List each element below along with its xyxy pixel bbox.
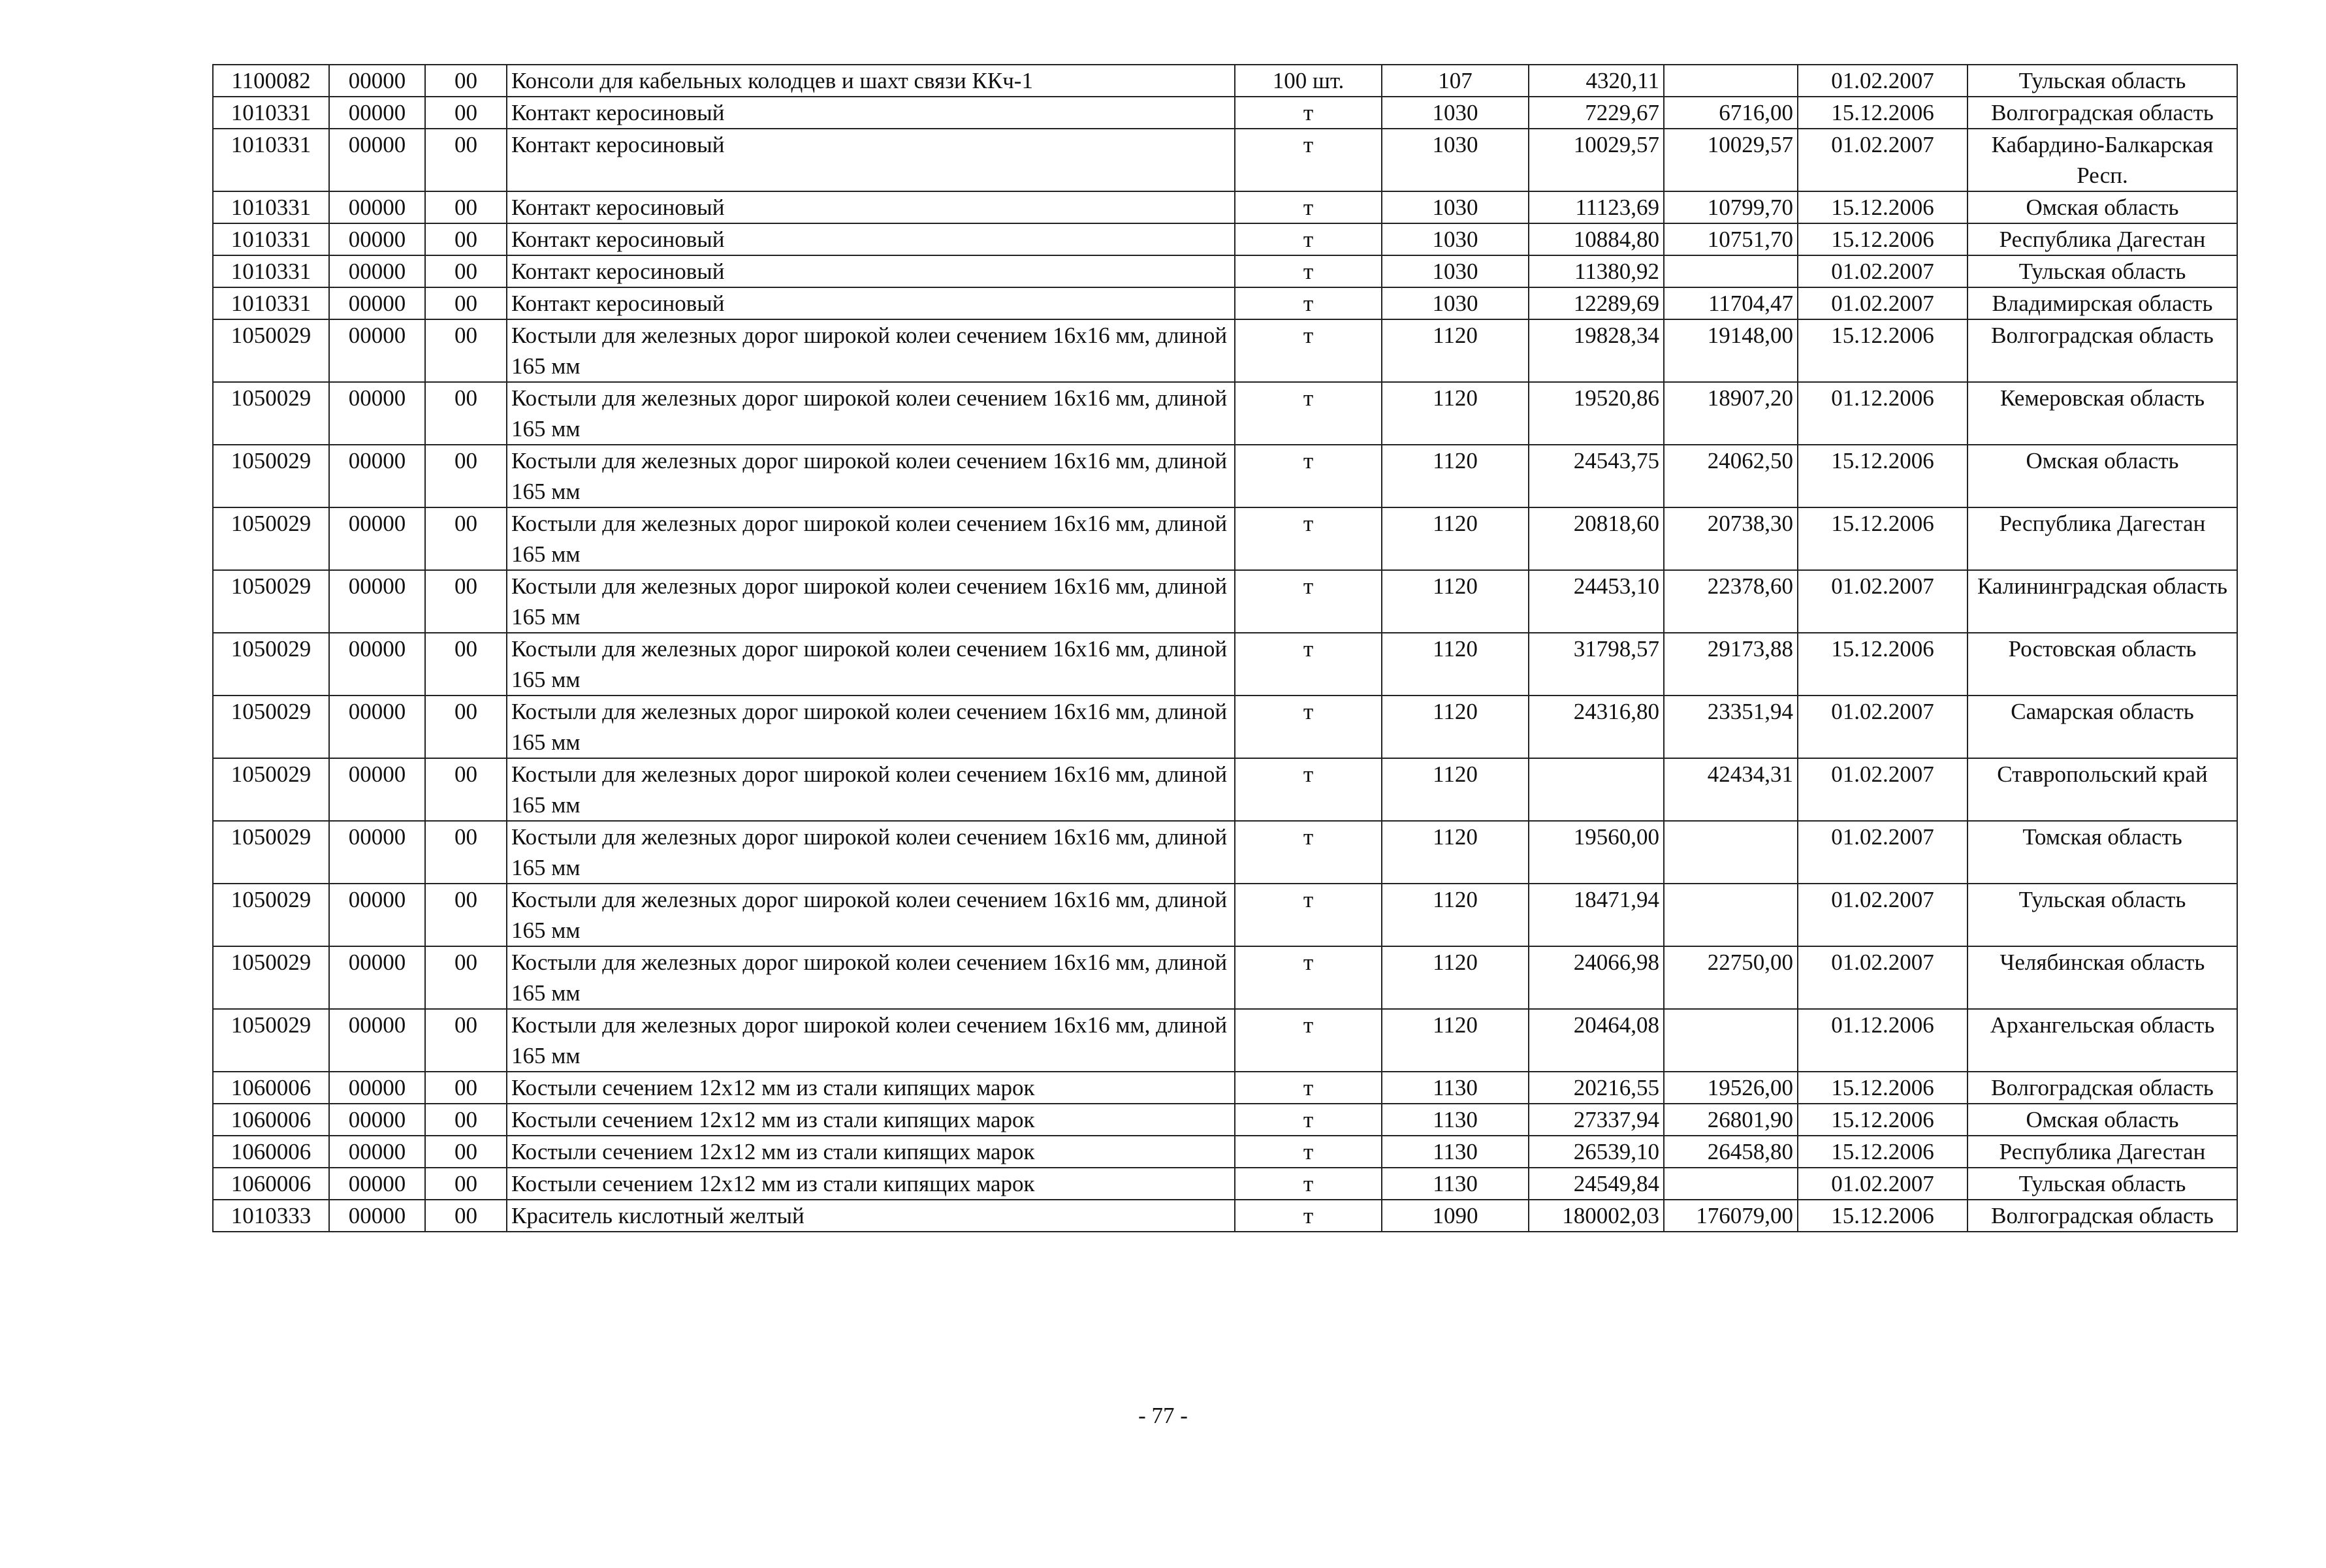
cell-price-2: [1664, 255, 1798, 287]
cell-date: 01.02.2007: [1798, 1168, 1968, 1200]
cell-product-name: Костыли сечением 12х12 мм из стали кипящих марок: [507, 1168, 1235, 1200]
cell-subcode: 00000: [329, 821, 425, 884]
cell-subcode: 00000: [329, 319, 425, 382]
cell-price-1: 19828,34: [1529, 319, 1664, 382]
cell-unit: т: [1235, 382, 1382, 445]
cell-unit: т: [1235, 191, 1382, 223]
cell-unit-code: 1120: [1382, 884, 1529, 946]
cell-group: 00: [425, 946, 507, 1009]
cell-product-name: Контакт керосиновый: [507, 287, 1235, 319]
cell-unit-code: 1130: [1382, 1104, 1529, 1136]
cell-unit-code: 1120: [1382, 445, 1529, 507]
cell-product-name: Костыли сечением 12х12 мм из стали кипящих марок: [507, 1072, 1235, 1104]
cell-region: Ставропольский край: [1968, 758, 2237, 821]
cell-price-2: 42434,31: [1664, 758, 1798, 821]
cell-code: 1050029: [213, 319, 329, 382]
cell-unit-code: 1030: [1382, 191, 1529, 223]
cell-region: Республика Дагестан: [1968, 223, 2237, 255]
cell-price-1: 24453,10: [1529, 570, 1664, 633]
cell-unit-code: 1130: [1382, 1136, 1529, 1168]
cell-price-2: 11704,47: [1664, 287, 1798, 319]
cell-region: Омская область: [1968, 1104, 2237, 1136]
cell-product-name: Костыли для железных дорог широкой колеи сечением 16х16 мм, длиной 165 мм: [507, 570, 1235, 633]
cell-price-1: [1529, 758, 1664, 821]
table-row: [213, 255, 2237, 287]
cell-unit-code: 1120: [1382, 382, 1529, 445]
cell-unit: т: [1235, 1136, 1382, 1168]
cell-region: Томская область: [1968, 821, 2237, 884]
cell-price-2: 23351,94: [1664, 696, 1798, 758]
cell-code: 1060006: [213, 1072, 329, 1104]
cell-unit-code: 1030: [1382, 223, 1529, 255]
cell-code: 1050029: [213, 884, 329, 946]
cell-region: Тульская область: [1968, 1168, 2237, 1200]
cell-price-1: 31798,57: [1529, 633, 1664, 696]
cell-product-name: Костыли для железных дорог широкой колеи сечением 16х16 мм, длиной 165 мм: [507, 319, 1235, 382]
table-row: [213, 382, 2237, 445]
cell-unit: т: [1235, 319, 1382, 382]
cell-region: Владимирская область: [1968, 287, 2237, 319]
cell-price-1: 11123,69: [1529, 191, 1664, 223]
cell-subcode: 00000: [329, 507, 425, 570]
cell-price-1: 26539,10: [1529, 1136, 1664, 1168]
cell-product-name: Костыли для железных дорог широкой колеи сечением 16х16 мм, длиной 165 мм: [507, 821, 1235, 884]
cell-subcode: 00000: [329, 1200, 425, 1232]
cell-code: 1060006: [213, 1136, 329, 1168]
cell-price-1: 12289,69: [1529, 287, 1664, 319]
cell-unit-code: 1120: [1382, 1009, 1529, 1072]
cell-price-1: 24316,80: [1529, 696, 1664, 758]
cell-date: 15.12.2006: [1798, 223, 1968, 255]
cell-date: 15.12.2006: [1798, 445, 1968, 507]
cell-group: 00: [425, 1104, 507, 1136]
cell-unit-code: 1120: [1382, 946, 1529, 1009]
cell-product-name: Костыли для железных дорог широкой колеи сечением 16х16 мм, длиной 165 мм: [507, 1009, 1235, 1072]
cell-region: Кемеровская область: [1968, 382, 2237, 445]
cell-region: Тульская область: [1968, 255, 2237, 287]
table-row: [213, 633, 2237, 696]
cell-price-2: 19148,00: [1664, 319, 1798, 382]
cell-price-1: 4320,11: [1529, 65, 1664, 97]
price-table-sheet: [212, 64, 2237, 1232]
cell-product-name: Консоли для кабельных колодцев и шахт связи ККч-1: [507, 65, 1235, 97]
cell-group: 00: [425, 1072, 507, 1104]
table-row: [213, 758, 2237, 821]
cell-region: Тульская область: [1968, 884, 2237, 946]
cell-price-2: 19526,00: [1664, 1072, 1798, 1104]
cell-code: 1010331: [213, 287, 329, 319]
table-row: [213, 1104, 2237, 1136]
table-row: [213, 319, 2237, 382]
cell-unit-code: 1120: [1382, 758, 1529, 821]
cell-unit: т: [1235, 570, 1382, 633]
cell-product-name: Костыли сечением 12х12 мм из стали кипящих марок: [507, 1104, 1235, 1136]
cell-price-1: 20818,60: [1529, 507, 1664, 570]
cell-subcode: 00000: [329, 696, 425, 758]
cell-group: 00: [425, 65, 507, 97]
cell-unit: т: [1235, 1009, 1382, 1072]
cell-region: Республика Дагестан: [1968, 507, 2237, 570]
table-row: [213, 821, 2237, 884]
cell-date: 15.12.2006: [1798, 319, 1968, 382]
cell-subcode: 00000: [329, 287, 425, 319]
cell-unit: т: [1235, 1168, 1382, 1200]
cell-region: Калининградская область: [1968, 570, 2237, 633]
cell-price-2: 10029,57: [1664, 129, 1798, 191]
cell-product-name: Костыли сечением 12х12 мм из стали кипящих марок: [507, 1136, 1235, 1168]
cell-price-1: 7229,67: [1529, 97, 1664, 129]
cell-price-1: 19560,00: [1529, 821, 1664, 884]
table-row: [213, 129, 2237, 191]
cell-code: 1010331: [213, 255, 329, 287]
cell-unit-code: 1030: [1382, 129, 1529, 191]
table-row: [213, 65, 2237, 97]
cell-date: 01.12.2006: [1798, 1009, 1968, 1072]
cell-product-name: Костыли для железных дорог широкой колеи сечением 16х16 мм, длиной 165 мм: [507, 758, 1235, 821]
cell-unit: т: [1235, 696, 1382, 758]
cell-product-name: Контакт керосиновый: [507, 223, 1235, 255]
cell-price-1: 20464,08: [1529, 1009, 1664, 1072]
cell-region: Омская область: [1968, 445, 2237, 507]
cell-date: 15.12.2006: [1798, 1136, 1968, 1168]
cell-group: 00: [425, 382, 507, 445]
cell-subcode: 00000: [329, 946, 425, 1009]
cell-subcode: 00000: [329, 570, 425, 633]
cell-code: 1050029: [213, 445, 329, 507]
cell-group: 00: [425, 223, 507, 255]
cell-region: Волгоградская область: [1968, 319, 2237, 382]
cell-unit: т: [1235, 223, 1382, 255]
cell-code: 1050029: [213, 758, 329, 821]
cell-price-1: 24543,75: [1529, 445, 1664, 507]
cell-group: 00: [425, 1136, 507, 1168]
cell-unit-code: 1120: [1382, 821, 1529, 884]
cell-group: 00: [425, 633, 507, 696]
cell-date: 15.12.2006: [1798, 1104, 1968, 1136]
cell-date: 15.12.2006: [1798, 191, 1968, 223]
cell-group: 00: [425, 507, 507, 570]
cell-price-1: 180002,03: [1529, 1200, 1664, 1232]
cell-unit-code: 1120: [1382, 319, 1529, 382]
cell-product-name: Контакт керосиновый: [507, 97, 1235, 129]
cell-group: 00: [425, 696, 507, 758]
cell-unit: т: [1235, 1200, 1382, 1232]
cell-unit: т: [1235, 97, 1382, 129]
cell-code: 1050029: [213, 1009, 329, 1072]
cell-date: 15.12.2006: [1798, 633, 1968, 696]
cell-product-name: Костыли для железных дорог широкой колеи сечением 16х16 мм, длиной 165 мм: [507, 507, 1235, 570]
cell-code: 1010331: [213, 97, 329, 129]
cell-subcode: 00000: [329, 1168, 425, 1200]
cell-unit: т: [1235, 507, 1382, 570]
cell-code: 1050029: [213, 507, 329, 570]
cell-unit: т: [1235, 129, 1382, 191]
cell-group: 00: [425, 884, 507, 946]
cell-unit: т: [1235, 255, 1382, 287]
cell-price-2: 26801,90: [1664, 1104, 1798, 1136]
cell-code: 1010331: [213, 223, 329, 255]
cell-subcode: 00000: [329, 65, 425, 97]
cell-region: Челябинская область: [1968, 946, 2237, 1009]
cell-unit: т: [1235, 946, 1382, 1009]
cell-unit-code: 1130: [1382, 1168, 1529, 1200]
cell-subcode: 00000: [329, 445, 425, 507]
cell-code: 1100082: [213, 65, 329, 97]
cell-group: 00: [425, 97, 507, 129]
cell-price-2: 176079,00: [1664, 1200, 1798, 1232]
table-row: [213, 1168, 2237, 1200]
cell-product-name: Костыли для железных дорог широкой колеи сечением 16х16 мм, длиной 165 мм: [507, 382, 1235, 445]
cell-code: 1010331: [213, 129, 329, 191]
cell-unit-code: 1120: [1382, 696, 1529, 758]
table-row: [213, 946, 2237, 1009]
page-number: - 77 -: [1138, 1403, 1188, 1428]
cell-region: Волгоградская область: [1968, 97, 2237, 129]
table-row: [213, 445, 2237, 507]
table-row: [213, 696, 2237, 758]
table-row: [213, 287, 2237, 319]
cell-date: 15.12.2006: [1798, 97, 1968, 129]
cell-price-2: [1664, 884, 1798, 946]
cell-date: 01.02.2007: [1798, 758, 1968, 821]
cell-price-2: 10799,70: [1664, 191, 1798, 223]
cell-group: 00: [425, 445, 507, 507]
cell-price-2: 26458,80: [1664, 1136, 1798, 1168]
cell-subcode: 00000: [329, 223, 425, 255]
cell-region: Самарская область: [1968, 696, 2237, 758]
cell-product-name: Костыли для железных дорог широкой колеи сечением 16х16 мм, длиной 165 мм: [507, 633, 1235, 696]
cell-unit: т: [1235, 445, 1382, 507]
cell-date: 15.12.2006: [1798, 1072, 1968, 1104]
cell-subcode: 00000: [329, 129, 425, 191]
cell-group: 00: [425, 287, 507, 319]
cell-region: Республика Дагестан: [1968, 1136, 2237, 1168]
cell-price-2: [1664, 821, 1798, 884]
cell-region: Волгоградская область: [1968, 1072, 2237, 1104]
cell-price-1: 19520,86: [1529, 382, 1664, 445]
table-row: [213, 507, 2237, 570]
cell-unit: т: [1235, 758, 1382, 821]
table-row: [213, 570, 2237, 633]
cell-price-1: 24549,84: [1529, 1168, 1664, 1200]
cell-price-2: 10751,70: [1664, 223, 1798, 255]
cell-group: 00: [425, 319, 507, 382]
cell-group: 00: [425, 1200, 507, 1232]
cell-product-name: Костыли для железных дорог широкой колеи сечением 16х16 мм, длиной 165 мм: [507, 696, 1235, 758]
cell-group: 00: [425, 255, 507, 287]
cell-unit: т: [1235, 287, 1382, 319]
table-row: [213, 223, 2237, 255]
cell-price-1: 24066,98: [1529, 946, 1664, 1009]
table-body: [213, 65, 2237, 1232]
cell-unit-code: 1130: [1382, 1072, 1529, 1104]
price-table: [212, 64, 2238, 1232]
cell-date: 01.02.2007: [1798, 884, 1968, 946]
cell-unit-code: 1030: [1382, 255, 1529, 287]
table-row: [213, 1072, 2237, 1104]
cell-date: 01.02.2007: [1798, 65, 1968, 97]
cell-product-name: Костыли для железных дорог широкой колеи сечением 16х16 мм, длиной 165 мм: [507, 445, 1235, 507]
cell-code: 1050029: [213, 570, 329, 633]
cell-code: 1050029: [213, 821, 329, 884]
cell-subcode: 00000: [329, 1009, 425, 1072]
cell-date: 01.02.2007: [1798, 696, 1968, 758]
cell-product-name: Костыли для железных дорог широкой колеи сечением 16х16 мм, длиной 165 мм: [507, 946, 1235, 1009]
cell-subcode: 00000: [329, 758, 425, 821]
cell-unit-code: 1090: [1382, 1200, 1529, 1232]
table-row: [213, 1009, 2237, 1072]
cell-unit-code: 1030: [1382, 97, 1529, 129]
cell-price-2: 22750,00: [1664, 946, 1798, 1009]
cell-group: 00: [425, 570, 507, 633]
cell-unit-code: 1120: [1382, 507, 1529, 570]
cell-price-1: 20216,55: [1529, 1072, 1664, 1104]
cell-price-2: 18907,20: [1664, 382, 1798, 445]
cell-group: 00: [425, 821, 507, 884]
table-row: [213, 1136, 2237, 1168]
cell-code: 1060006: [213, 1104, 329, 1136]
cell-unit: т: [1235, 821, 1382, 884]
cell-region: Кабардино-Балкарская Респ.: [1968, 129, 2237, 191]
table-row: [213, 1200, 2237, 1232]
cell-date: 01.02.2007: [1798, 570, 1968, 633]
cell-subcode: 00000: [329, 191, 425, 223]
cell-subcode: 00000: [329, 633, 425, 696]
cell-product-name: Контакт керосиновый: [507, 129, 1235, 191]
cell-unit-code: 107: [1382, 65, 1529, 97]
cell-code: 1010333: [213, 1200, 329, 1232]
cell-price-2: 6716,00: [1664, 97, 1798, 129]
cell-subcode: 00000: [329, 255, 425, 287]
cell-price-1: 10029,57: [1529, 129, 1664, 191]
cell-code: 1050029: [213, 382, 329, 445]
cell-unit: т: [1235, 884, 1382, 946]
cell-code: 1050029: [213, 946, 329, 1009]
cell-unit-code: 1030: [1382, 287, 1529, 319]
cell-unit: т: [1235, 1104, 1382, 1136]
cell-code: 1060006: [213, 1168, 329, 1200]
cell-subcode: 00000: [329, 1136, 425, 1168]
cell-price-2: 29173,88: [1664, 633, 1798, 696]
cell-date: 15.12.2006: [1798, 507, 1968, 570]
cell-group: 00: [425, 758, 507, 821]
cell-unit-code: 1120: [1382, 633, 1529, 696]
cell-price-1: 18471,94: [1529, 884, 1664, 946]
cell-subcode: 00000: [329, 1104, 425, 1136]
cell-price-2: 20738,30: [1664, 507, 1798, 570]
cell-price-1: 11380,92: [1529, 255, 1664, 287]
cell-unit: 100 шт.: [1235, 65, 1382, 97]
table-row: [213, 191, 2237, 223]
cell-price-2: 24062,50: [1664, 445, 1798, 507]
cell-code: 1050029: [213, 633, 329, 696]
cell-price-2: [1664, 1168, 1798, 1200]
cell-unit-code: 1120: [1382, 570, 1529, 633]
cell-group: 00: [425, 1168, 507, 1200]
cell-code: 1010331: [213, 191, 329, 223]
cell-price-1: 10884,80: [1529, 223, 1664, 255]
cell-subcode: 00000: [329, 97, 425, 129]
table-row: [213, 884, 2237, 946]
cell-group: 00: [425, 129, 507, 191]
cell-subcode: 00000: [329, 884, 425, 946]
cell-date: 01.02.2007: [1798, 821, 1968, 884]
cell-subcode: 00000: [329, 382, 425, 445]
cell-product-name: Краситель кислотный желтый: [507, 1200, 1235, 1232]
cell-date: 01.02.2007: [1798, 129, 1968, 191]
cell-region: Архангельская область: [1968, 1009, 2237, 1072]
cell-group: 00: [425, 191, 507, 223]
cell-price-2: [1664, 65, 1798, 97]
cell-date: 15.12.2006: [1798, 1200, 1968, 1232]
cell-region: Волгоградская область: [1968, 1200, 2237, 1232]
cell-unit: т: [1235, 633, 1382, 696]
cell-date: 01.12.2006: [1798, 382, 1968, 445]
cell-subcode: 00000: [329, 1072, 425, 1104]
cell-group: 00: [425, 1009, 507, 1072]
cell-region: Омская область: [1968, 191, 2237, 223]
table-row: [213, 97, 2237, 129]
cell-product-name: Контакт керосиновый: [507, 255, 1235, 287]
cell-date: 01.02.2007: [1798, 255, 1968, 287]
cell-code: 1050029: [213, 696, 329, 758]
cell-price-1: 27337,94: [1529, 1104, 1664, 1136]
cell-date: 01.02.2007: [1798, 287, 1968, 319]
cell-product-name: Костыли для железных дорог широкой колеи сечением 16х16 мм, длиной 165 мм: [507, 884, 1235, 946]
cell-unit: т: [1235, 1072, 1382, 1104]
cell-price-2: 22378,60: [1664, 570, 1798, 633]
cell-product-name: Контакт керосиновый: [507, 191, 1235, 223]
cell-region: Ростовская область: [1968, 633, 2237, 696]
cell-region: Тульская область: [1968, 65, 2237, 97]
cell-price-2: [1664, 1009, 1798, 1072]
cell-date: 01.02.2007: [1798, 946, 1968, 1009]
